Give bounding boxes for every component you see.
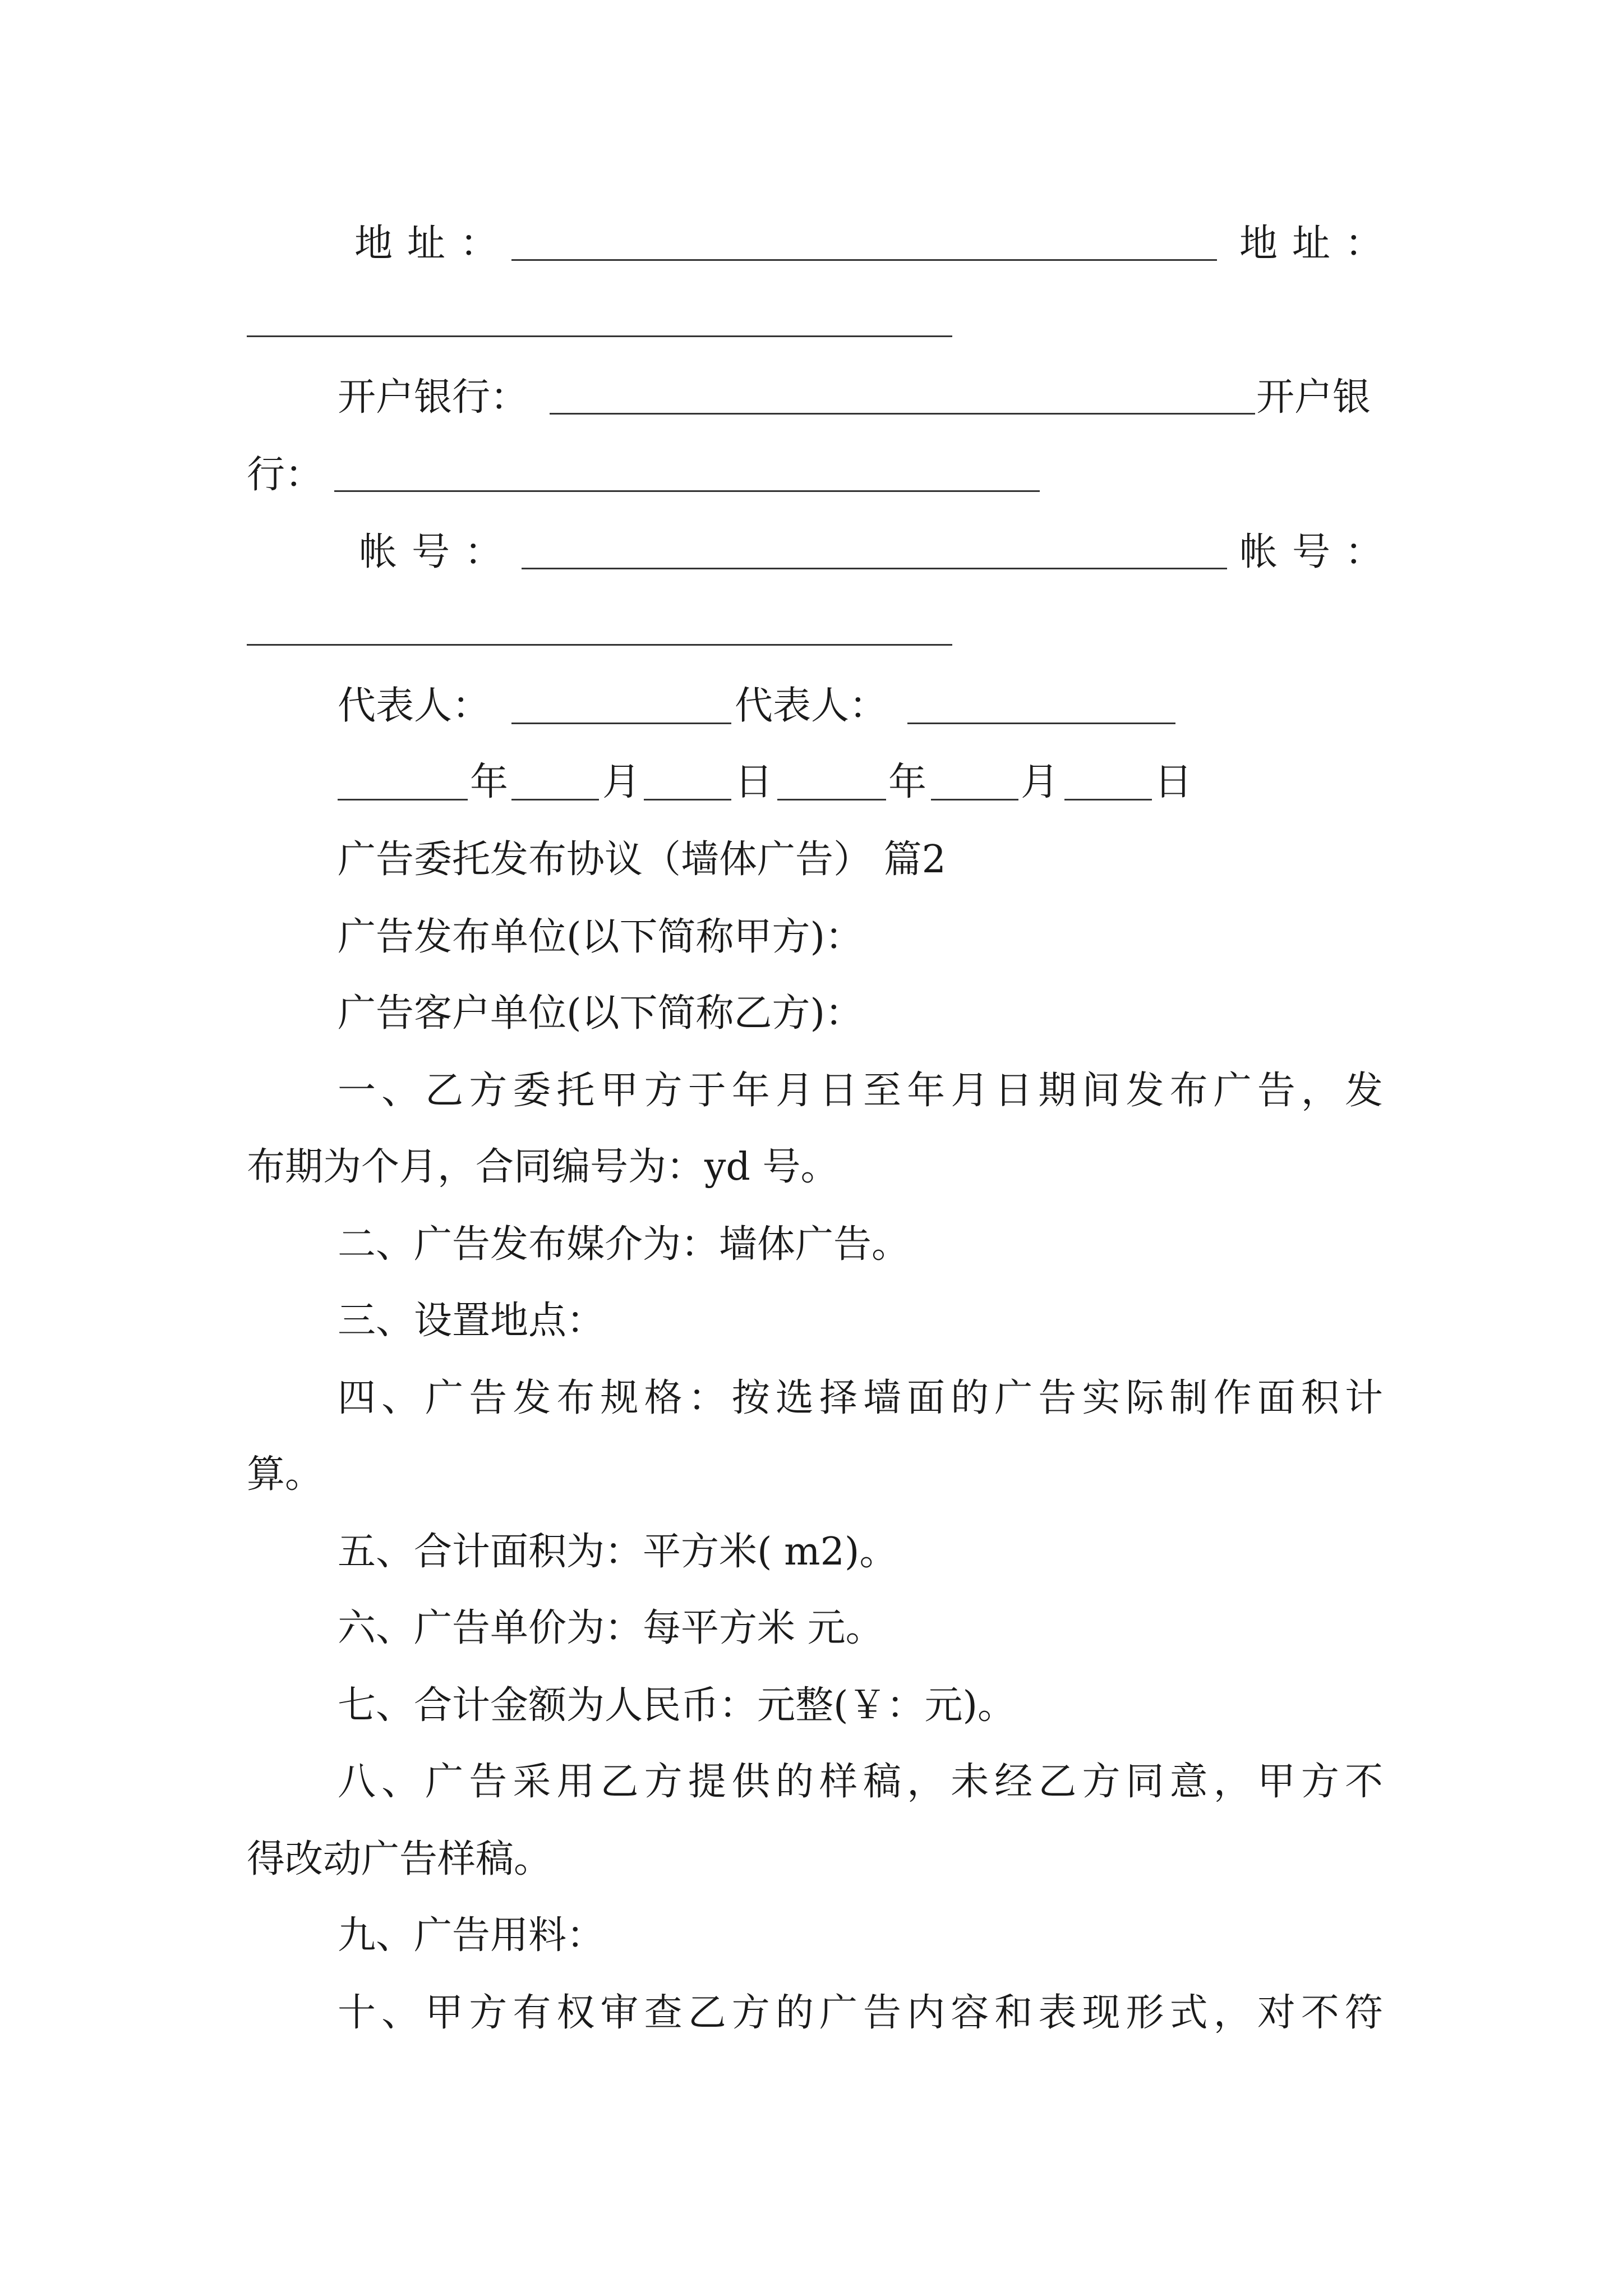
representative-field-right: [907, 723, 1175, 724]
clause-4-line-2: 算。: [247, 1452, 324, 1497]
client-label: 广告客户单位(以下简称乙方)：: [338, 991, 864, 1036]
section-title: 广告委托发布协议（墙体广告） 篇2: [338, 838, 946, 882]
clause-8-line-1: 八、广告采用乙方提供的样稿，未经乙方同意，甲方不: [338, 1760, 1383, 1804]
clause-9: 九、广告用料：: [338, 1913, 605, 1958]
clause-3: 三、设置地点：: [338, 1299, 605, 1343]
bank-label-right-part1: 开户银: [1256, 375, 1371, 420]
date-day-label-2: 日: [1154, 760, 1193, 804]
account-label-left: 帐号：: [359, 530, 518, 574]
address-label-right: 地址：: [1239, 222, 1398, 266]
date-day-field-2: [1064, 799, 1152, 800]
date-month-field-2: [931, 799, 1018, 800]
clause-7: 七、合计金额为人民币：元整(￥：元)。: [338, 1683, 1016, 1728]
date-month-field-1: [511, 799, 599, 800]
address-field-right: [247, 335, 952, 337]
clause-8-line-2: 得改动广告样稿。: [247, 1837, 552, 1881]
representative-label-right: 代表人：: [735, 684, 888, 728]
date-day-label-1: 日: [735, 760, 773, 804]
clause-10-line-1: 十、甲方有权审查乙方的广告内容和表现形式，对不符: [338, 1991, 1383, 2035]
clause-6: 六、广告单价为：每平方米 元。: [338, 1606, 884, 1650]
bank-field-right: [334, 490, 1040, 492]
bank-label-right-part2: 行：: [247, 453, 324, 497]
representative-label-left: 代表人：: [338, 684, 491, 728]
address-field-left: [511, 259, 1217, 261]
clause-1-line-2: 布期为个月，合同编号为：yd 号。: [247, 1145, 839, 1189]
date-month-label-2: 月: [1021, 760, 1059, 804]
clause-4-line-1: 四、广告发布规格：按选择墙面的广告实际制作面积计: [338, 1376, 1383, 1420]
bank-label-left: 开户银行：: [338, 375, 529, 420]
bank-field-left: [550, 413, 1255, 415]
account-field-right: [247, 644, 952, 646]
date-month-label-1: 月: [602, 760, 641, 804]
representative-field-left: [511, 723, 731, 724]
date-year-label-1: 年: [470, 760, 509, 804]
clause-5: 五、合计面积为：平方米( m2)。: [338, 1530, 898, 1574]
publisher-label: 广告发布单位(以下简称甲方)：: [338, 915, 864, 959]
clause-2: 二、广告发布媒介为：墙体广告。: [338, 1222, 910, 1267]
clause-1-line-1: 一、乙方委托甲方于年月日至年月日期间发布广告，发: [338, 1069, 1383, 1113]
address-label-left: 地址：: [354, 222, 513, 266]
date-year-label-2: 年: [888, 760, 927, 804]
account-field-left: [522, 568, 1227, 569]
date-day-field-1: [644, 799, 731, 800]
date-year-field-2: [777, 799, 886, 800]
date-year-field-1: [338, 799, 468, 800]
account-label-right: 帐号：: [1239, 530, 1398, 574]
